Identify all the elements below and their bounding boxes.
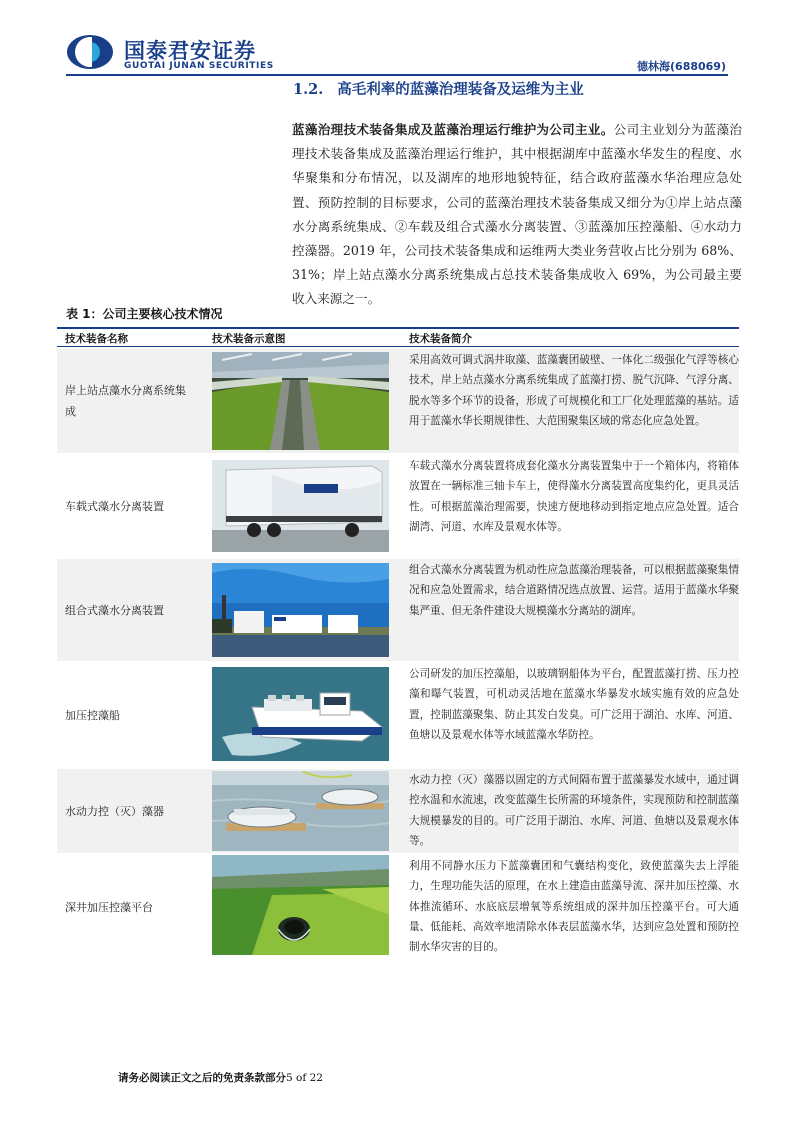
paragraph-text: 公司主业划分为蓝藻治理技术装备集成及蓝藻治理运行维护，其中根据湖库中蓝藻水华发生的程度、水华聚集和分布情况，以及湖库的地形地貌特征，结合政府蓝藻水华治理应急处置、预防控制的目标要求，公司的蓝藻治理技术装备集成又细分为①岸上站点藻水分离系统集成、②车载及组合式藻水分离装置、③蓝藻加压控藻船、④水动力控藻器。2019 年，公司技术装备集成和运维两大类业务营收占比分别为 68%、31%；岸上站点藻水分离系统集成占总技术装备集成收入 69%，为公司最主要收入来源之一。 [292, 122, 743, 307]
stock-ticker: 德林海(688069) [637, 60, 726, 73]
brand-name-cn: 国泰君安证券 [124, 39, 256, 63]
table-row [57, 349, 739, 453]
row-name: 车载式藻水分离装置 [65, 499, 164, 513]
page-footer [118, 1070, 323, 1085]
tech-table [57, 327, 739, 954]
pressure-boat-image [212, 667, 389, 761]
row-desc: 公司研发的加压控藻船，以玻璃钢船体为平台，配置蓝藻打捞、压力控藻和曝气装置，可机动灵活地在蓝藻水华暴发水域实施有效的应急处置，控制蓝藻聚集、防止其发白发臭。可广泛用于湖泊、水库、河道、鱼塘以及景观水体等水域蓝藻水华防控。 [409, 668, 739, 741]
hydrodynamic-device-image [212, 771, 389, 851]
row-desc: 利用不同静水压力下蓝藻囊团和气囊结构变化，致使蓝藻失去上浮能力，生理功能失活的原理，在水上建造由蓝藻导流、深井加压控藻、水体推流循环、水底底层增氧等系统组成的深井加压控藻平台。可大通量、低能耗、高效率地清除水体表层蓝藻水华，达到应急处置和预防控制水华灾害的目的。 [409, 860, 739, 954]
table-row [57, 769, 739, 853]
header-name: 技术装备名称 [65, 333, 128, 345]
table-title: 表 1：公司主要核心技术情况 [66, 307, 223, 321]
row-name: 加压控藻船 [65, 708, 120, 722]
header-divider [66, 74, 728, 76]
modular-unit-image [212, 563, 389, 657]
table-row [57, 455, 739, 557]
table-row [57, 559, 739, 661]
shore-station-image [212, 352, 389, 450]
paragraph-lead: 蓝藻治理技术装备集成及蓝藻治理运行维护为公司主业。 [292, 122, 614, 137]
header-desc: 技术装备简介 [409, 333, 472, 345]
section-title [293, 78, 584, 99]
row-name: 岸上站点藻水分离系统集成 [65, 384, 186, 418]
header-image: 技术装备示意图 [212, 333, 286, 345]
table-header [57, 327, 739, 347]
page-number: 5 of 22 [286, 1072, 323, 1084]
row-desc: 车载式藻水分离装置将成套化藻水分离装置集中于一个箱体内，将箱体放置在一辆标准三轴卡车上，使得藻水分离装置高度集约化，更具灵活性。可根据蓝藻治理需要，快速方便地移动到指定地点应急处置。适合湖湾、河道、水库及景观水体等。 [409, 460, 739, 533]
truck-unit-image [212, 460, 389, 552]
disclaimer-notice: 请务必阅读正文之后的免责条款部分 [118, 1072, 286, 1084]
table-row [57, 663, 739, 767]
row-desc: 采用高效可调式涡井取藻、蓝藻囊团破壁、一体化二级强化气浮等核心技术，岸上站点藻水分离系统集成了蓝藻打捞、脱气沉降、气浮分离、脱水等多个环节的设备，形成了可规模化和工厂化处理蓝藻的基站。适用于蓝藻水华长期规律性、大范围聚集区域的常态化应急处置。 [409, 354, 739, 427]
row-name: 深井加压控藻平台 [65, 900, 153, 914]
brand-name-en: GUOTAI JUNAN SECURITIES [124, 61, 274, 71]
table-row [57, 855, 739, 959]
section-number: 1.2. [293, 81, 324, 98]
company-logo-icon [66, 34, 114, 70]
deep-well-platform-image [212, 855, 389, 955]
section-heading: 高毛利率的蓝藻治理装备及运维为主业 [337, 81, 584, 98]
body-paragraph [292, 118, 742, 312]
row-name: 水动力控（灭）藻器 [65, 804, 164, 818]
row-desc: 组合式藻水分离装置为机动性应急蓝藻治理装备，可以根据蓝藻聚集情况和应急处置需求，结合道路情况选点放置、运营。适用于蓝藻水华聚集严重、但无条件建设大规模藻水分离站的湖库。 [409, 564, 739, 617]
row-desc: 水动力控（灭）藻器以固定的方式间隔布置于蓝藻暴发水域中，通过调控水温和水流速，改变蓝藻生长所需的环境条件，实现预防和控制蓝藻大规模暴发的目的。可广泛用于湖泊、水库、河道、鱼塘以及景观水体等。 [409, 774, 739, 847]
row-name: 组合式藻水分离装置 [65, 603, 164, 617]
